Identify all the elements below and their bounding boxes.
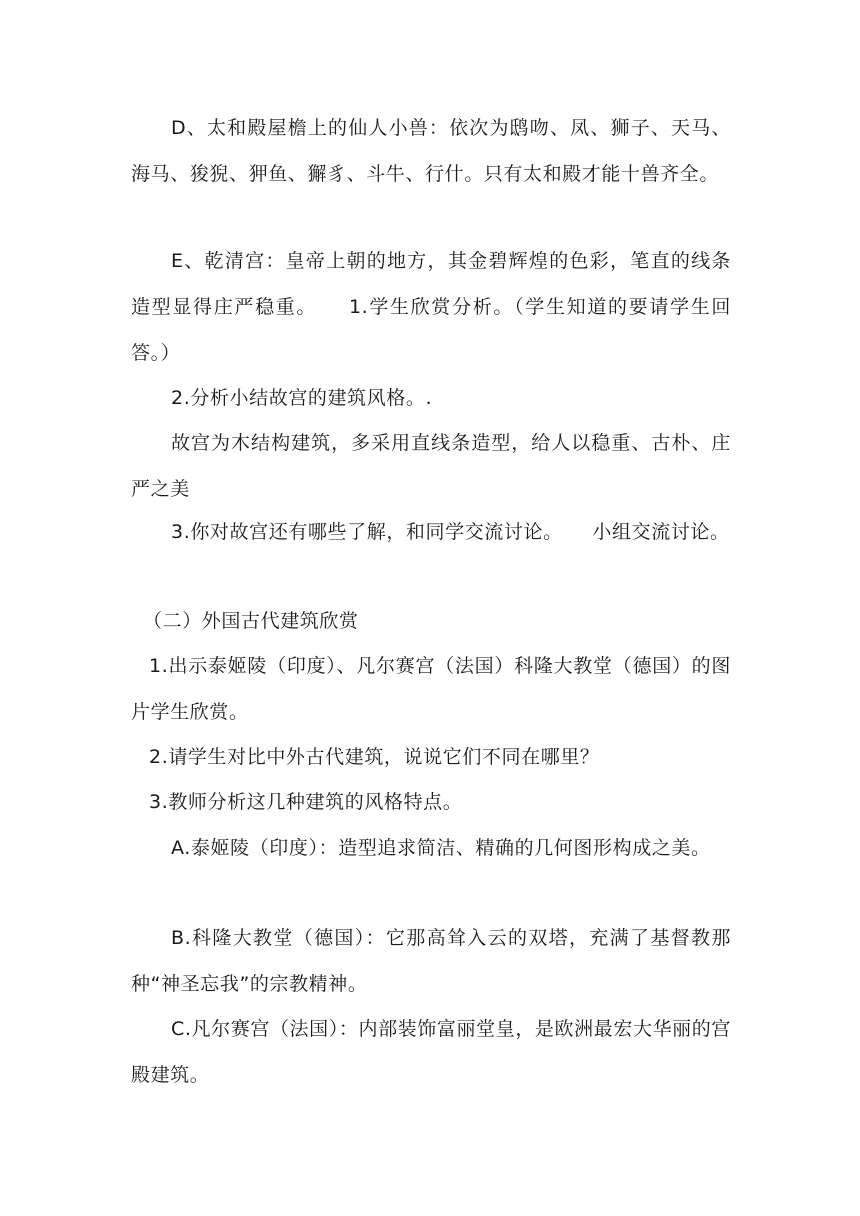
- paragraph-e-qianqing-palace: E、乾清宫：皇帝上朝的地方，其金碧辉煌的色彩，笔直的线条造型显得庄严稳重。 1.学生欣赏分析。（学生知道的要请学生回答。）: [131, 250, 731, 364]
- paragraph-show-pictures: 1.出示泰姬陵（印度）、凡尔赛宫（法国）科隆大教堂（德国）的图片学生欣赏。: [131, 655, 731, 723]
- paragraph-d-immortal-beasts: D、太和殿屋檐上的仙人小兽：依次为鸱吻、凤、狮子、天马、海马、狻猊、狎鱼、獬豸、斗牛、行什。只有太和殿才能十兽齐全。: [131, 117, 731, 185]
- paragraph-discussion: 3.你对故宫还有哪些了解，和同学交流讨论。 小组交流讨论。: [171, 521, 730, 543]
- section-heading-foreign-architecture: （二）外国古代建筑欣赏: [143, 610, 359, 632]
- paragraph-teacher-analysis: 3.教师分析这几种建筑的风格特点。: [149, 791, 463, 813]
- paragraph-a-taj-mahal: A.泰姬陵（印度）：造型追求简洁、精确的几何图形构成之美。: [171, 837, 711, 859]
- paragraph-b-cologne-cathedral: B.科隆大教堂（德国）：它那高耸入云的双塔，充满了基督教那种“神圣忘我”的宗教精神。: [131, 927, 731, 995]
- paragraph-c-versailles: C.凡尔赛宫（法国）：内部装饰富丽堂皇，是欧洲最宏大华丽的宫殿建筑。: [131, 1018, 731, 1086]
- paragraph-summary-style: 2.分析小结故宫的建筑风格。.: [171, 387, 433, 409]
- paragraph-forbidden-city-style: 故宫为木结构建筑，多采用直线条造型，给人以稳重、古朴、庄严之美: [131, 432, 731, 500]
- paragraph-compare: 2.请学生对比中外古代建筑，说说它们不同在哪里？: [149, 746, 600, 768]
